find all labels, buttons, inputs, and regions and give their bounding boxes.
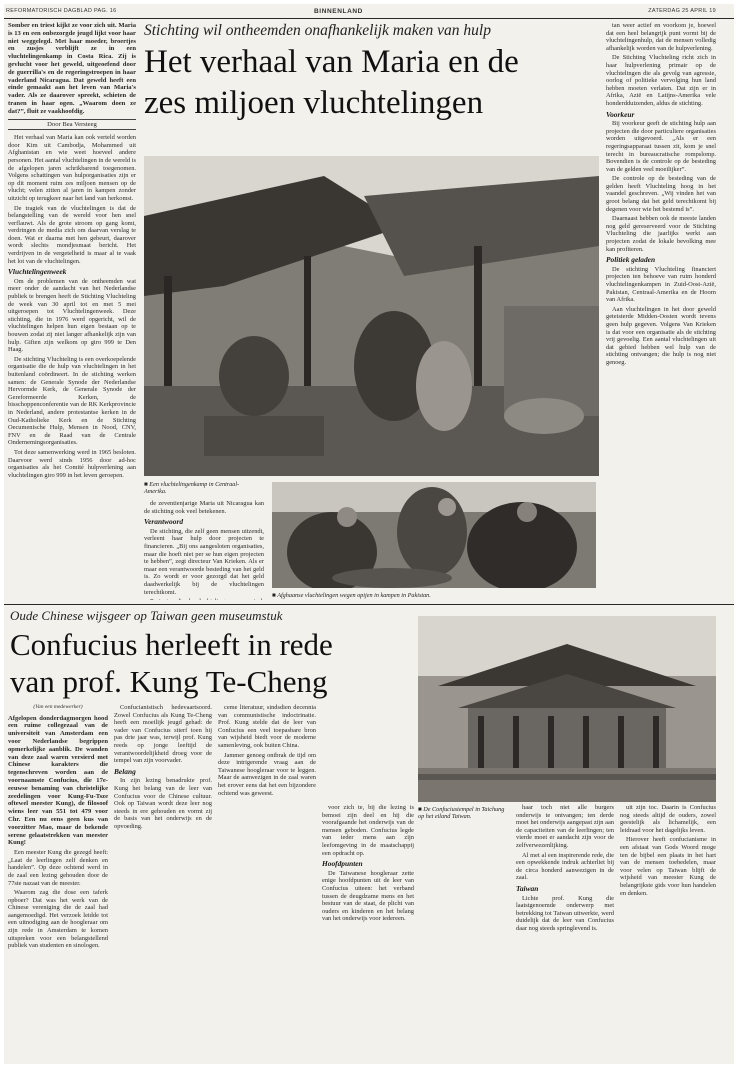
refugee-paragraph: Tot deze samenwerking werd in 1965 besloten. Daarvoor werd sinds 1956 door ad-hoc organisaties als het Comité hulpverlening aan vluchtelingen giro 999 in het leven geroepen. bbox=[8, 448, 136, 479]
confucius-paragraph: Hierover heeft confucianisme in een afstaat van Gods Woord moge ten de bijbel een plaats in het hart van de mensen toebedelen, maar voor velen op Taiwan blijft de wijsheid van meester Kung de belangrijkste gids voor hun handelen en denken. bbox=[620, 836, 716, 897]
refugee-paragraph: de zeventienjarige Maria uit Nicaragua kan de stichting ook veel betekenen. bbox=[144, 500, 264, 515]
refugee-paragraph: De tragiek van de vluchtelingen is dat de belangstelling van de wereld voor hen snel verflauwt. Als de grote stroom op gang komt, verdringen de media zich om daarvan verslag te doen. Wat er daarna met hen gebeurt, daarover wordt slechts mondjesmaat bericht. Het verdrijven in de vergetelheid is maar al te vaak het lot van de vluchtelingen. bbox=[8, 204, 136, 265]
afghan-refugees-image bbox=[272, 482, 596, 588]
subhead-hoofdpunten: Hoofdpunten bbox=[322, 859, 363, 869]
subhead-belang: Belang bbox=[114, 766, 136, 776]
running-head-date: ZATERDAG 25 APRIL 19 bbox=[648, 8, 716, 14]
refugee-paragraph: De controle op de besteding van de gelden heeft Vluchteling hoog in het vaandel geschreven. „Wij vinden het van groot belang dat het geld terechtkomt bij degenen voor wie het bestemd is”. bbox=[606, 175, 716, 213]
caption-confucius-temple: ■ De Confuciustempel in Taichung op het eiland Taiwan. bbox=[418, 806, 505, 821]
refugee-headline-line2: zes miljoen vluchtelingen bbox=[144, 85, 484, 121]
refugee-lead: Somber en triest kijkt ze voor zich uit. Maria is 13 en een onbezorgde jeugd lijkt voor haar niet weggelegd. Met haar moeder, broertjes en zusjes verblijft ze in een vluchtelingenkamp in Costa Rica. Zij is gevlucht voor het geweld, uitgeoefend door de guerrilla's en de regeringstroepen in haar vaderland Nicaragua. Dat geweld heeft een einde gemaakt aan het leven van Maria's vader. Als ze daarover spreekt, schieten de tranen in haar ogen. „Waarom doen ze dat?”, fluit ze vaakhoofdig. bbox=[8, 22, 136, 115]
section-divider bbox=[4, 604, 734, 605]
confucius-paragraph: Jammer genoeg ontbrak de tijd om deze intrigerende vraag aan de Taiwanese hoogleraar voor te leggen. Maar de aanwezigen in de zaal waren het erover eens dat het een bijzondere ochtend was geweest. bbox=[218, 751, 316, 797]
refugee-paragraph: De stichting Vluchteling is een overkoepelende organisatie die de hulp van vluchtelingen in het buitenland coördineert. In de stichting werken samen: de Generale Synode der Nederlandse Hervormde Kerk, de Generale Synode der Gereformeerde Kerken, de bisschoppenconferentie van de RK Kerkprovincie in Nederland, andere protestantse kerken in de Oud-Katholieke Kerk en de Stichting Oecumenische Hulp, Mensen in Nood, CNV, FNV en de Raad van de Centrale Ondernemingsorganisaties. bbox=[8, 355, 136, 447]
caption-bullet-icon: ■ bbox=[144, 481, 150, 488]
refugee-byline: Door Bea Versteeg bbox=[8, 119, 136, 131]
confucius-column-4 bbox=[322, 804, 414, 1059]
confucius-column-1 bbox=[8, 704, 108, 1059]
confucius-paragraph: uit zijn toc. Daarin is Confucius nog steeds altijd de ouders, zowel geestelijk als lichamelijk, een leidraad voor het dagelijks leven. bbox=[620, 804, 716, 834]
refugee-paragraph: De Stichting Vluchteling richt zich in haar hulpverlening primair op de vluchtelingen die als gevolg van agressie, oorlog of politieke vervolging hun land hebben moeten verlaten. Dat zijn er in Afrika, Azië en Latijns-Amerika vele honderdduizenden, aldus de stichting. bbox=[606, 54, 716, 107]
caption-afghan-refugees: ■ Afghaanse vluchtelingen wegen opijen in kampen in Pakistan. bbox=[272, 592, 431, 599]
confucius-paragraph: Al met al een inspirerende rede, die een opwekkende indruk achterliet bij de circa honderd aanwezigen in de zaal. bbox=[516, 851, 614, 882]
refugee-headline-line1: Het verhaal van Maria en de bbox=[144, 44, 519, 80]
refugee-column-2 bbox=[144, 500, 264, 600]
subhead-vluchtelingenweek: Vluchtelingenweek bbox=[8, 267, 67, 277]
section-name: BINNENLAND bbox=[314, 8, 363, 15]
refugee-paragraph: Bij voorkeur geeft de stichting hulp aan projecten die door particuliere organisaties worden uitgevoerd. „Als er een regeringsapparaat tussen zit, kom je snel terecht in bureaucratische rompslomp. Bovendien is de controle op de besteding van de gelden veel moeilijker”. bbox=[606, 120, 716, 173]
refugee-column-3 bbox=[606, 22, 716, 602]
confucius-temple-photo bbox=[418, 616, 716, 802]
confucius-paragraph: Lichte prof. Kung die laatstgenoemde onderwerp met betrekking tot Taiwan uitwerkte, werd duidelijk dat de leer van Confucius daar nog steeds springlevend is. bbox=[516, 894, 614, 932]
confucius-paragraph: De Taiwanese hoogleraar zette enige hoofdpunten uit de leer van Confucius uiteen: het verband tussen de deugdzame mens en het bestuur van de staat, de plicht van ouders en kinderen en het belang van het onderwijs voor iedereen. bbox=[322, 869, 414, 923]
confucius-column-3 bbox=[218, 704, 316, 1059]
confucius-paragraph: In zijn lezing benadrukte prof. Kung het belang van de leer van Confucius voor de Chinese cultuur. Ook op Taiwan wordt deze leer nog steeds in ere gehouden en vormt zij de basis van het onderwijs en de opvoeding. bbox=[114, 777, 212, 830]
refugee-column-1 bbox=[8, 22, 136, 600]
subhead-politiek-geladen: Politiek geladen bbox=[606, 255, 656, 265]
confucius-headline-line2: van prof. Kung Te-Cheng bbox=[10, 664, 328, 699]
confucius-credit: (Van een medewerker) bbox=[33, 704, 83, 710]
top-rule bbox=[4, 18, 734, 19]
running-head-left: REFORMATORISCH DAGBLAD PAG. 16 bbox=[6, 8, 117, 14]
confucius-paragraph: haar toch niet alle burgers onderwijs te ontvangen; ten derde moet het onderwijs aangepast zijn aan de capaciteiten van de leerlingen; ten vierde moet er aandacht zijn voor de zelfverwezenlijking. bbox=[516, 804, 614, 849]
confucius-paragraph: Een meester Kung die gezegd heeft: „Laat de leerlingen zelf denken en handelen”. Op deze ochtend werd in de zaal een lezing gehouden door de 77ste nazaat van de meester. bbox=[8, 849, 108, 887]
refugee-paragraph: Aan vluchtelingen in het door geweld geteisterde Midden-Oosten wordt tevens geen hulp gegeven. Volgens Van Krieken is dat voor een organisatie als de stichting vrij gevoelig. Een aantal vluchtelingen uit dat gebied hebben wel hulp van de stichting ontvangen; die hulp is nog niet genoeg. bbox=[606, 305, 716, 366]
refugee-camp-photo bbox=[144, 156, 599, 476]
confucius-lead: Afgelopen donderdagmorgen hood een ruime collegezaal van de universiteit van Amsterdam een voor Nederlandse begrippen opmerkelijke aanblik. De wanden van deze zaal waren versierd met Chinese karakters die tegenschreven worden aan de voornaamste Confucius, die 17e-eeuwse benaming van christelijke zeedelingen voor Kung-Fu-Tsze oftewel meester Kung), de filosoof wiens leer van 551 tot 479 voor Chr. Een nu eens geen kus van voorzitter Mao, maar de bekende serene gelaatstrekken van meester Kung! bbox=[8, 714, 108, 847]
refugee-paragraph: De stichting, die zelf geen mensen uitzendt, verleent haar hulp door projecten te financieren. „Bij ons aangesloten organisaties, maar die hoeft niet per se hun eigen projecten te hebben”, zegt directeur Van Krieken. Als er maar een verantwoorde besteding van het geld is. Zo wordt er voor gezorgd dat het geld daadwerkelijk bij de vluchtelingen terechtkomt. bbox=[144, 527, 264, 596]
newspaper-page bbox=[4, 4, 734, 1064]
confucius-paragraph: voor zich te, bij die lezing is bemoei zijn deel en hij die voorafgaande het onderwijs van de mensen geboden. Confucius legde van ieder mens aan zijn leefomgeving in de maatschappij een opdracht op. bbox=[322, 804, 414, 857]
afghan-refugees-photo bbox=[272, 482, 596, 588]
subhead-taiwan: Taiwan bbox=[516, 883, 539, 893]
caption-bullet-icon: ■ bbox=[418, 806, 424, 813]
refugee-paragraph: De stichting Vluchteling financiert projecten ten behoeve van ruim honderd vluchtelingenkampen in Zuid-Oost-Azië, Pakistan, Centraal-Amerika en de Hoorn van Afrika. bbox=[606, 265, 716, 304]
refugee-paragraph: Daarnaast hebben ook de meeste landen nog geld gereserveerd voor de Stichting Vluchteling die jaarlijks werkt aan projecten zodat de lokale bevolking mee kan profiteren. bbox=[606, 215, 716, 253]
confucius-column-6 bbox=[620, 804, 716, 1059]
refugee-paragraph: Het verhaal van Maria kan ook verteld worden door Kim uit Cambodja, Mohammed uit Afghanistan en wie weet hoeveel andere personen. Het aantal vluchtelingen in de wereld is de afgelopen jaren schrikbarend toegenomen. Volgens schattingen van hulporganisaties zijn er op dit moment ruim zes miljoen mensen op de vlucht; velen zitten al jaren in kampen zonder uitzicht op terugkeer naar het land van herkomst. bbox=[8, 134, 136, 202]
refugee-paragraph: Om de problemen van de ontheemden wat meer onder de aandacht van het Nederlandse publiek te brengen heeft de Stichting Vluchteling de week van 30 april tot en met 5 mei uitgeroepen tot Vluchtelingenweek. Deze stichting, die in 1976 werd opgericht, wil de vluchtelingen helpen hun eigen bestaan op te bouwen zodat zij niet langer afhankelijk zijn van hulp. Giften zijn welkom op giro 999 te Den Haag. bbox=[8, 277, 136, 354]
caption-refugee-camp: ■ Een vluchtelingenkamp in Centraal-Amerika. bbox=[144, 481, 240, 496]
confucius-paragraph: ceme literatuur, sindsdien decennia van communistische indoctrinatie. Prof. Kung stelde dat de leer van Confucius een veel toepasbare bron van wijsheid biedt voor de moderne samenleving, ook buiten China. bbox=[218, 704, 316, 749]
running-head bbox=[4, 8, 716, 18]
confucius-paragraph: Confucianistisch hedevaartsoord. Zowel Confucius als Kung Te-Cheng heeft een moeilijk jeugd gehad: de vader van Confucius stierf toen hij pas drie jaar was, terwijl prof. Kung reeds op jonge leeftijd de verantwoordelijkheid droeg voor de tempel van zijn voorvader. bbox=[114, 704, 212, 765]
refugee-paragraph: tan weer actief en voorkom je, hoewel dat een heel belangrijk punt vormt bij de vluchtelingenhulp, dat de mensen volledig afhankelijk worden van de hulpverlening. bbox=[606, 22, 716, 52]
caption-bullet-icon: ■ bbox=[272, 592, 278, 599]
confucius-kicker: Oude Chinese wijsgeer op Taiwan geen museumstuk bbox=[10, 608, 283, 623]
refugee-camp-image bbox=[144, 156, 599, 476]
confucius-paragraph: Waarom zag die dose een taferk opboer? Dat was het werk van de Chinese vereniging die de zaal had aangemoedigd. Het verzoek leidde tot een uitnodiging aan de hoogleraar om zijn rede in Amsterdam te komen uitspreken voor een belangstellend publiek van studenten en sinologen. bbox=[8, 889, 108, 950]
confucius-temple-image bbox=[418, 616, 716, 802]
subhead-voorkeur: Voorkeur bbox=[606, 109, 635, 119]
refugee-paragraph bbox=[144, 598, 264, 600]
confucius-column-2 bbox=[114, 704, 212, 1059]
confucius-column-5 bbox=[516, 804, 614, 1059]
subhead-verantwoord: Verantwoord bbox=[144, 517, 184, 527]
refugee-kicker: Stichting wil ontheemden onafhankelijk maken van hulp bbox=[144, 22, 491, 39]
confucius-headline-line1: Confucius herleeft in rede bbox=[10, 627, 333, 662]
